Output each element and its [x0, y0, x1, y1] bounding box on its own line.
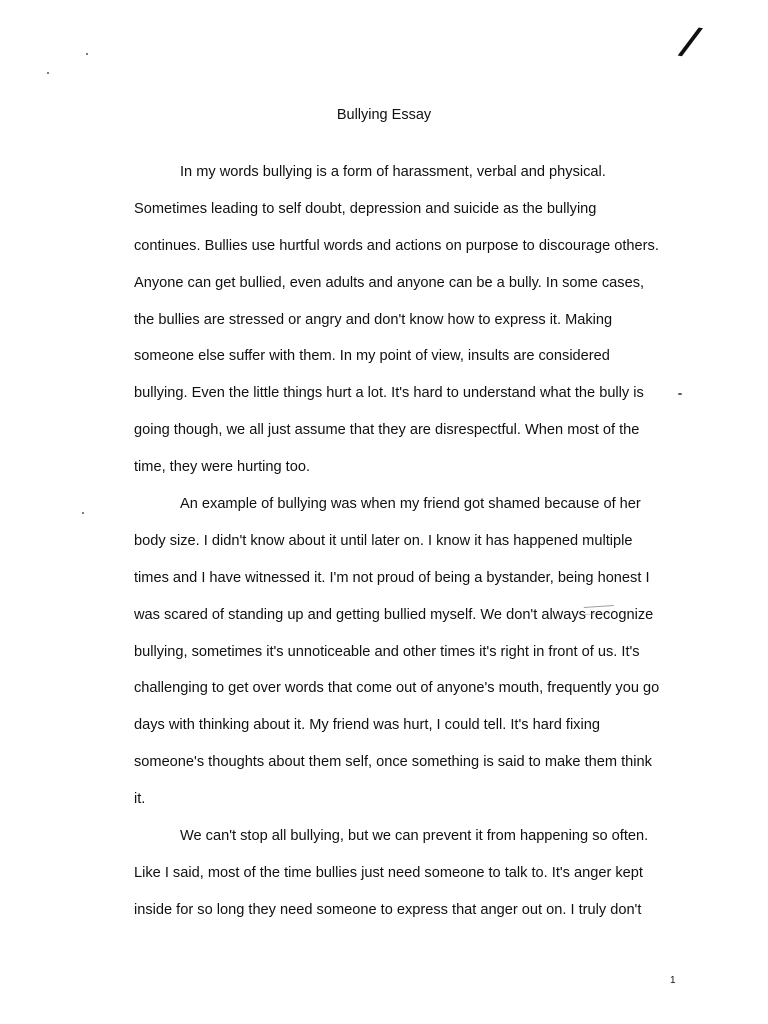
page-number: 1: [670, 975, 676, 986]
essay-line: someone else suffer with them. In my point of view, insults are considered: [134, 348, 610, 365]
essay-line: challenging to get over words that come out of anyone's mouth, frequently you go: [134, 680, 660, 697]
essay-line: An example of bullying was when my friend got shamed because of her: [180, 496, 641, 513]
essay-line: days with thinking about it. My friend was hurt, I could tell. It's hard fixing: [134, 717, 600, 734]
essay-line: continues. Bullies use hurtful words and actions on purpose to discourage others.: [134, 237, 659, 254]
essay-line: In my words bullying is a form of harassment, verbal and physical.: [180, 164, 606, 180]
essay-line: Anyone can get bullied, even adults and anyone can be a bully. In some cases,: [134, 274, 645, 291]
scan-speck: [47, 72, 49, 74]
essay-body: [134, 161, 694, 936]
essay-line: times and I have witnessed it. I'm not proud of being a bystander, being honest I: [134, 569, 650, 586]
scan-speck: [86, 53, 88, 55]
essay-line: someone's thoughts about them self, once something is said to make them think: [134, 754, 652, 771]
handwritten-mark: /: [680, 18, 702, 64]
essay-line: bullying. Even the little things hurt a lot. It's hard to understand what the bully is: [134, 385, 644, 402]
essay-line: the bullies are stressed or angry and don't know how to express it. Making: [134, 311, 613, 328]
document-title: Bullying Essay: [336, 107, 432, 123]
essay-line: was scared of standing up and getting bullied myself. We don't always recognize: [134, 606, 654, 623]
essay-line: Like I said, most of the time bullies just need someone to talk to. It's anger kept: [134, 864, 643, 881]
essay-line: inside for so long they need someone to express that anger out on. I truly don't: [134, 901, 642, 918]
essay-line: it.: [134, 791, 146, 808]
essay-line: time, they were hurting too.: [134, 459, 311, 476]
essay-line: going though, we all just assume that they are disrespectful. When most of the: [134, 422, 640, 439]
essay-line: Sometimes leading to self doubt, depression and suicide as the bullying: [134, 200, 597, 217]
essay-line: We can't stop all bullying, but we can prevent it from happening so often.: [180, 828, 649, 845]
essay-line: body size. I didn't know about it until later on. I know it has happened multiple: [134, 532, 633, 549]
scan-speck: [82, 512, 84, 514]
essay-line: bullying, sometimes it's unnoticeable and other times it's right in front of us. It's: [134, 643, 640, 660]
